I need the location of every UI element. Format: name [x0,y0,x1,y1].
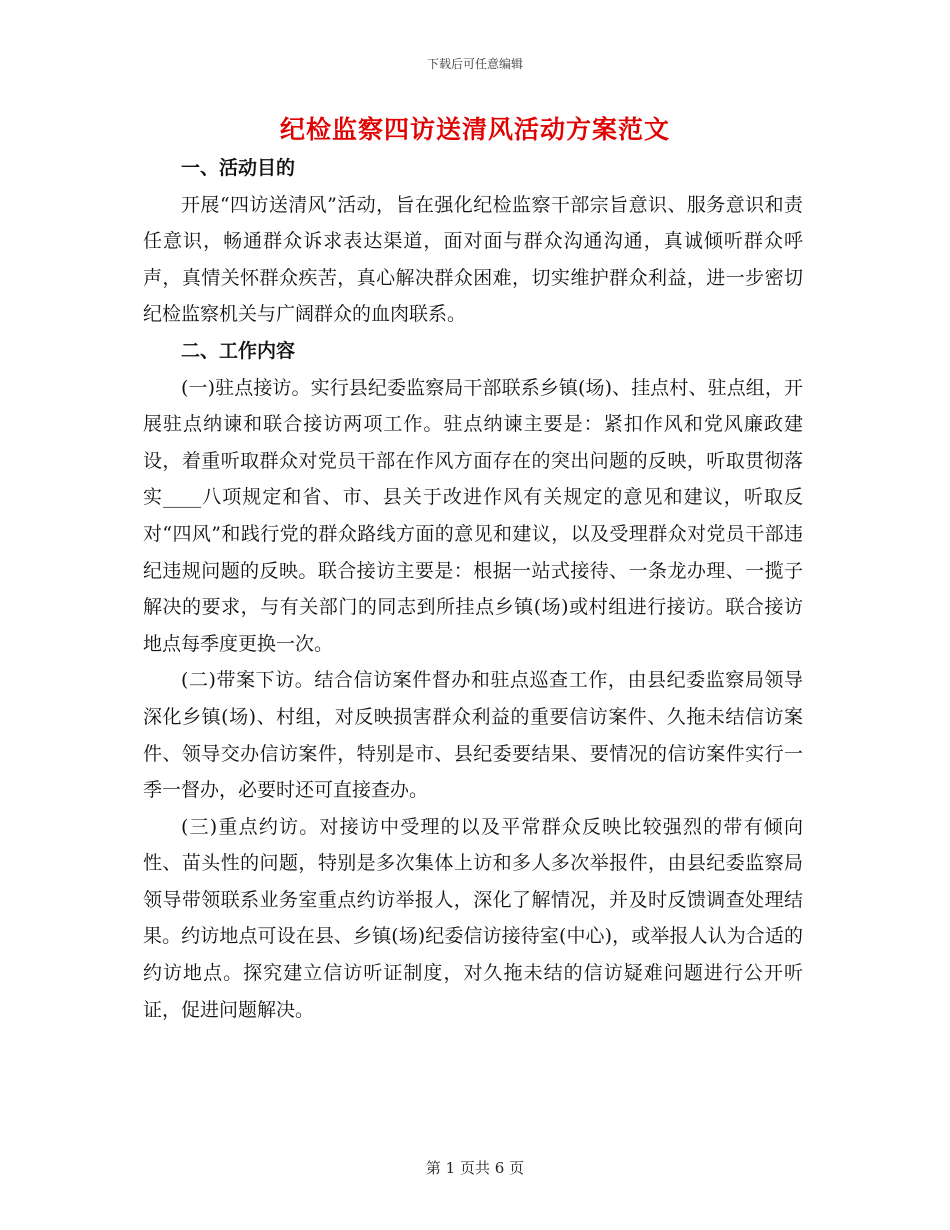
page-number: 第 1 页共 6 页 [425,1159,525,1177]
paragraph-case-visit: (二)带案下访。结合信访案件督办和驻点巡查工作，由县纪委监察局领导深化乡镇(场)、村组，对反映损害群众利益的重要信访案件、久拖未结信访案件、领导交办信访案件，特别是市、县纪委要结果、要情况的信访案件实行一季一督办，必要时还可直接查办。 [143,669,803,802]
paragraph-purpose: 开展“四访送清风”活动，旨在强化纪检监察干部宗旨意识、服务意识和责任意识，畅通群众诉求表达渠道，面对面与群众沟通沟通，真诚倾听群众呼声，真情关怀群众疾苦，真心解决群众困难，切实维护群众利益，进一步密切纪检监察机关与广阔群众的血肉联系。 [143,193,803,326]
section-heading-purpose: 一、活动目的 [181,157,296,179]
paragraph-onsite-visit: (一)驻点接访。实行县纪委监察局干部联系乡镇(场)、挂点村、驻点组，开展驻点纳谏和联合接访两项工作。驻点纳谏主要是：紧扣作风和党风廉政建设，着重听取群众对党员干部在作风方面存在的突出问题的反映，听取贯彻落实____八项规定和省、市、县关于改进作风有关规定的意见和建议，听取反对“四风”和践行党的群众路线方面的意见和建议，以及受理群众对党员干部违纪违规问题的反映。联合接访主要是：根据一站式接待、一条龙办理、一揽子解决的要求，与有关部门的同志到所挂点乡镇(场)或村组进行接访。联合接访地点每季度更换一次。 [143,376,803,655]
document-body [143,150,803,1028]
page-header: 下载后可任意编辑 [426,57,523,71]
document-title: 纪检监察四访送清风活动方案范文 [279,115,670,144]
section-heading-content: 二、工作内容 [181,339,296,362]
paragraph-appointment-visit: (三)重点约访。对接访中受理的以及平常群众反映比较强烈的带有倾向性、苗头性的问题，特别是多次集体上访和多人多次举报件，由县纪委监察局领导带领联系业务室重点约访举报人，深化了解情况，并及时反馈调查处理结果。约访地点可设在县、乡镇(场)纪委信访接待室(中心)，或举报人认为合适的约访地点。探究建立信访听证制度，对久拖未结的信访疑难问题进行公开听证，促进问题解决。 [143,815,803,1021]
